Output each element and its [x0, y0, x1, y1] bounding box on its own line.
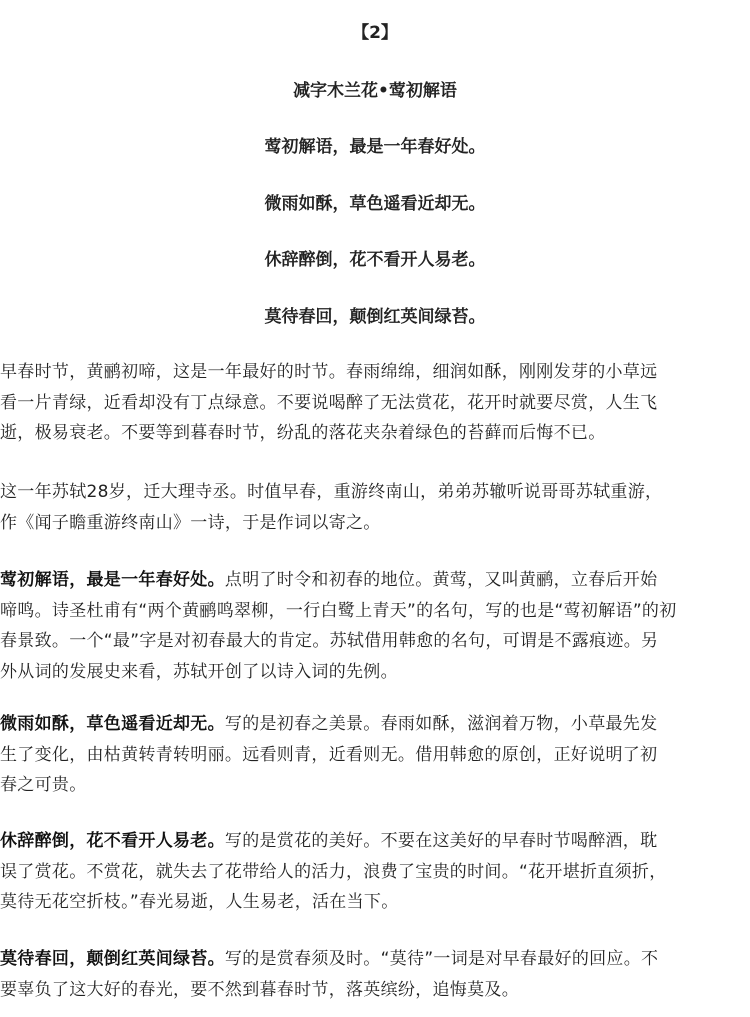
- quoted-verse: 休辞醉倒，花不看开人易老。: [0, 831, 225, 851]
- translation-paragraph: [0, 357, 750, 449]
- paragraph-line: 春之可贵。: [0, 775, 87, 795]
- section-number: 【2】: [352, 23, 398, 43]
- paragraph-line: 春景致。一个“最”字是对初春最大的肯定。苏轼借用韩愈的名句，可谓是不露痕迹。另: [0, 631, 659, 651]
- background-paragraph: [0, 477, 750, 538]
- paragraph-line: 生了变化，由枯黄转青转明丽。远看则青，近看则无。借用韩愈的原创，正好说明了初: [0, 744, 658, 765]
- paragraph-line: 外从词的发展史来看，苏轼开创了以诗入词的先例。: [0, 661, 398, 682]
- paragraph-line: 早春时节，黄鹂初啼，这是一年最好的时节。春雨绵绵，细润如酥，刚刚发芽的小草远: [0, 362, 658, 382]
- poem-line: 微雨如酥，草色遥看近却无。: [264, 194, 486, 214]
- paragraph-line: 逝，极易衰老。不要等到暮春时节，纷乱的落花夹杂着绿色的苔藓而后悔不已。: [0, 423, 606, 443]
- quoted-verse: 莺初解语，最是一年春好处。: [0, 570, 225, 590]
- poem-line: 莫待春回，颠倒红英间绿苔。: [264, 307, 486, 327]
- paragraph-line: [0, 826, 750, 857]
- paragraph-line: 啼鸣。诗圣杜甫有“两个黄鹂鸣翠柳，一行白鹭上青天”的名句，写的也是“莺初解语”的初: [0, 600, 677, 621]
- paragraph-line: [0, 709, 750, 740]
- poem-line: 莺初解语，最是一年春好处。: [264, 137, 486, 157]
- paragraph-line: 看一片青绿，近看却没有丁点绿意。不要说喝醉了无法赏花，花开时就要尽赏，人生飞: [0, 392, 658, 413]
- analysis-paragraph-2: [0, 709, 750, 801]
- paragraph-line: [0, 565, 750, 596]
- paragraph-line: [0, 944, 750, 975]
- quoted-verse: 莫待春回，颠倒红英间绿苔。: [0, 949, 225, 969]
- quoted-verse: 微雨如酥，草色遥看近却无。: [0, 714, 225, 734]
- analysis-paragraph-3: [0, 826, 750, 918]
- paragraph-line: 作《闻子瞻重游终南山》一诗，于是作词以寄之。: [0, 512, 381, 533]
- commentary-text: 点明了时令和初春的地位。黄莺，又叫黄鹂，立春后开始: [224, 570, 658, 590]
- paragraph-line: 要辜负了这大好的春光，要不然到暮春时节，落英缤纷，追悔莫及。: [0, 979, 519, 1000]
- paragraph-line: 这一年苏轼28岁，迁大理寺丞。时值早春，重游终南山，弟弟苏辙听说哥哥苏轼重游，: [0, 482, 663, 502]
- analysis-paragraph-1: [0, 565, 750, 687]
- paragraph-line: 误了赏花。不赏花，就失去了花带给人的活力，浪费了宝贵的时间。“花开堪折直须折，: [0, 861, 667, 882]
- commentary-text: 写的是赏春须及时。“莫待”一词是对早春最好的回应。不: [224, 949, 659, 969]
- paragraph-line: 莫待无花空折枝。”春光易逝，人生易老，活在当下。: [0, 892, 399, 912]
- poem-title: 减字木兰花•莺初解语: [293, 81, 457, 101]
- commentary-text: 写的是初春之美景。春雨如酥，滋润着万物，小草最先发: [224, 714, 658, 734]
- poem-line: 休辞醉倒，花不看开人易老。: [264, 250, 486, 270]
- analysis-paragraph-4: [0, 944, 750, 1005]
- commentary-text: 写的是赏花的美好。不要在这美好的早春时节喝醉酒，耽: [224, 831, 658, 851]
